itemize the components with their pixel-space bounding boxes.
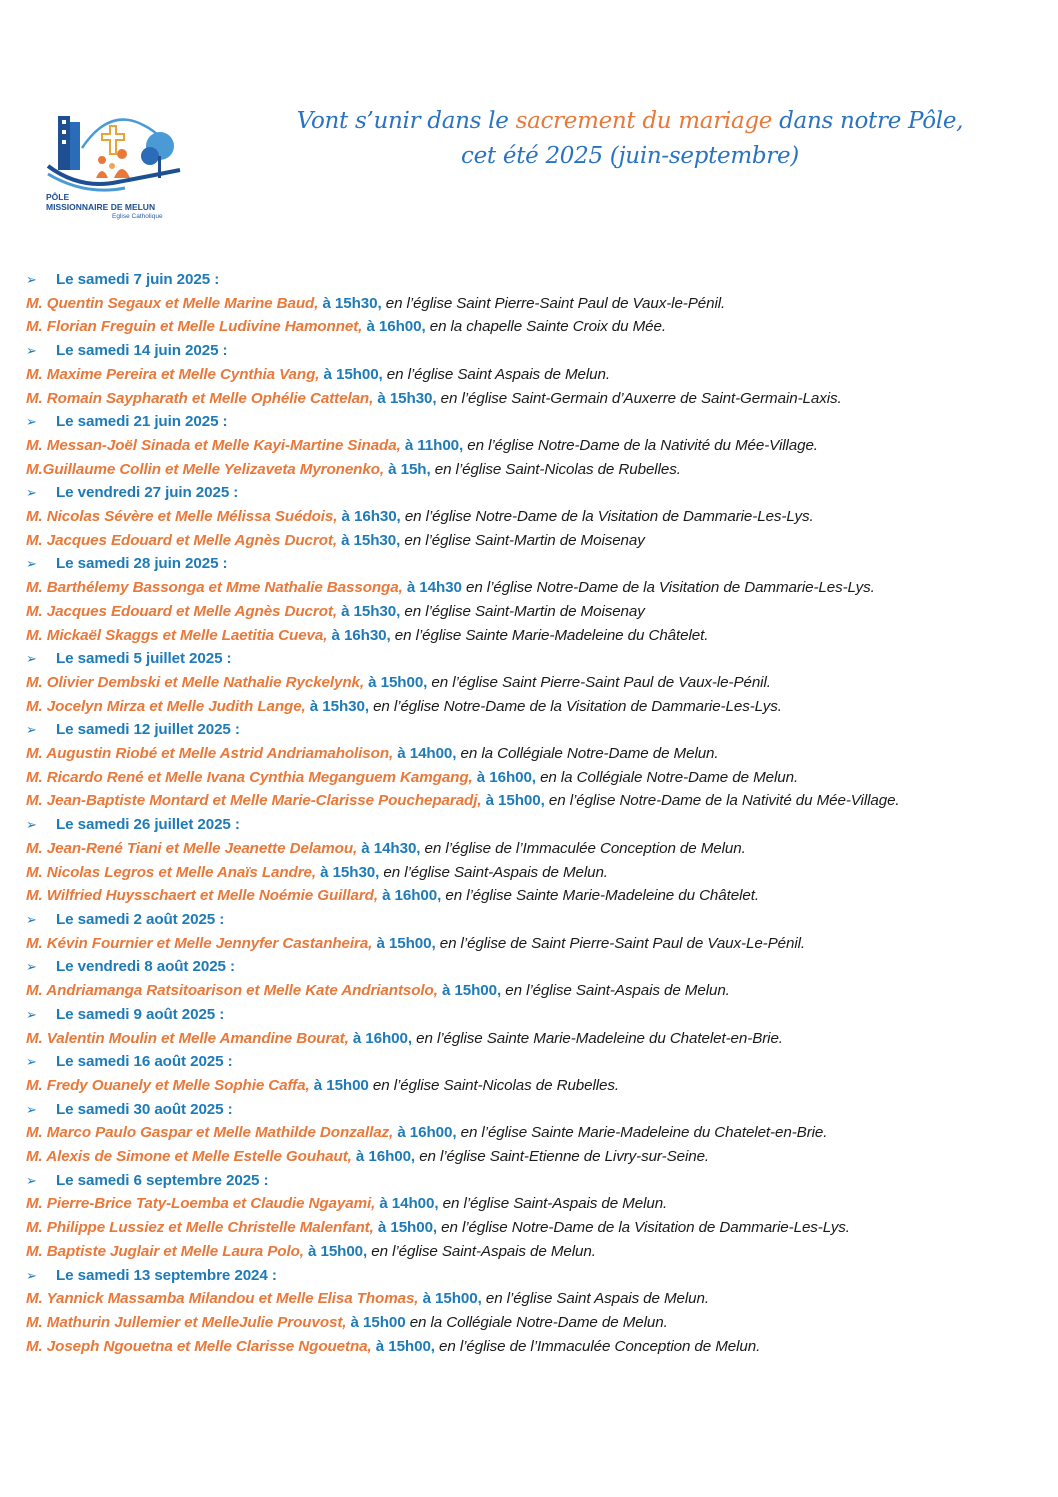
- couple-names: M. Fredy Ouanely et Melle Sophie Caffa,: [26, 1076, 310, 1094]
- date-text: Le samedi 5 juillet 2025 :: [56, 650, 232, 668]
- arrow-bullet-icon: ➢: [26, 1006, 37, 1022]
- ceremony-place: en la Collégiale Notre-Dame de Melun.: [540, 768, 799, 786]
- ceremony-time: à 15h30,: [320, 863, 380, 881]
- wedding-entry: [26, 1335, 1036, 1359]
- date-text: Le samedi 2 août 2025 :: [56, 910, 225, 928]
- date-heading: [26, 552, 1036, 576]
- couple-names: M. Maxime Pereira et Melle Cynthia Vang,: [26, 365, 320, 383]
- date-heading: [26, 481, 1036, 505]
- couple-names: M. Barthélemy Bassonga et Mme Nathalie Bassonga,: [26, 579, 403, 597]
- wedding-entry: [26, 1027, 1036, 1051]
- ceremony-place: en l’église Notre-Dame de la Nativité du Mée-Village.: [548, 792, 900, 810]
- ceremony-time: à 15h00,: [441, 982, 502, 1000]
- ceremony-place: en l’église de Saint Pierre-Saint Paul de Vaux-Le-Pénil.: [439, 934, 806, 952]
- date-heading: [26, 1098, 1036, 1122]
- ceremony-place: en l’église Sainte Marie-Madeleine du Châtelet.: [394, 626, 709, 644]
- couple-names: M. Pierre-Brice Taty-Loemba et Claudie Ngayami,: [26, 1195, 376, 1213]
- couple-names: M. Wilfried Huysschaert et Melle Noémie Guillard,: [26, 887, 378, 905]
- ceremony-place: en l’église Saint-Nicolas de Rubelles.: [434, 460, 681, 478]
- couple-names: M. Alexis de Simone et Melle Estelle Gouhaut,: [26, 1148, 352, 1166]
- arrow-bullet-icon: ➢: [26, 911, 37, 927]
- ceremony-time: à 15h00: [313, 1076, 369, 1094]
- ceremony-place: en la Collégiale Notre-Dame de Melun.: [409, 1313, 668, 1331]
- date-heading: [26, 268, 1036, 292]
- ceremony-time: à 15h00,: [485, 792, 545, 810]
- ceremony-time: à 16h00,: [397, 1124, 457, 1142]
- couple-names: M. Jean-René Tiani et Melle Jeanette Delamou,: [26, 839, 358, 857]
- couple-names: M. Messan-Joël Sinada et Melle Kayi-Martine Sinada,: [26, 436, 401, 454]
- ceremony-place: en l’église Sainte Marie-Madeleine du Chatelet-en-Brie.: [416, 1029, 783, 1047]
- date-text: Le samedi 9 août 2025 :: [56, 1005, 225, 1023]
- couple-names: M. Baptiste Juglair et Melle Laura Polo,: [26, 1242, 304, 1260]
- ceremony-place: en l’église de l’Immaculée Conception de Melun.: [439, 1337, 761, 1355]
- ceremony-place: en l’église Saint Pierre-Saint Paul de Vaux-le-Pénil.: [431, 673, 771, 691]
- date-text: Le samedi 6 septembre 2025 :: [56, 1171, 269, 1189]
- wedding-entry: [26, 292, 1036, 316]
- wedding-entry: [26, 1192, 1036, 1216]
- date-text: Le samedi 21 juin 2025 :: [56, 413, 228, 431]
- ceremony-time: à 15h00,: [368, 673, 428, 691]
- couple-names: M. Joseph Ngouetna et Melle Clarisse Ngouetna,: [26, 1337, 372, 1355]
- couple-names: M. Kévin Fournier et Melle Jennyfer Castanheira,: [26, 934, 373, 952]
- couple-names: M. Philippe Lussiez et Melle Christelle Malenfant,: [26, 1219, 374, 1237]
- wedding-entry: [26, 576, 1036, 600]
- couple-names: M. Romain Saypharath et Melle Ophélie Cattelan,: [26, 389, 374, 407]
- wedding-entry: [26, 363, 1036, 387]
- ceremony-place: en l’église Saint-Etienne de Livry-sur-Seine.: [419, 1148, 710, 1166]
- wedding-entry: [26, 837, 1036, 861]
- wedding-entry: [26, 861, 1036, 885]
- ceremony-place: en l’église Saint Aspais de Melun.: [485, 1290, 709, 1308]
- ceremony-place: en l’église Notre-Dame de la Visitation de Dammarie-Les-Lys.: [441, 1219, 850, 1237]
- date-heading: [26, 955, 1036, 979]
- arrow-bullet-icon: ➢: [26, 817, 37, 833]
- date-heading: [26, 339, 1036, 363]
- ceremony-place: en l’église Notre-Dame de la Visitation de Dammarie-Les-Lys.: [404, 508, 814, 526]
- wedding-entry: [26, 600, 1036, 624]
- date-heading: [26, 1264, 1036, 1288]
- wedding-entry: [26, 458, 1036, 482]
- ceremony-time: à 14h00,: [397, 745, 457, 763]
- wedding-entry: [26, 387, 1036, 411]
- arrow-bullet-icon: ➢: [26, 485, 37, 501]
- ceremony-place: en l’église Saint Aspais de Melun.: [386, 365, 610, 383]
- ceremony-place: en l’église Saint-Aspais de Melun.: [371, 1242, 596, 1260]
- date-heading: [26, 647, 1036, 671]
- wedding-entry: [26, 434, 1036, 458]
- date-text: Le samedi 14 juin 2025 :: [56, 342, 228, 360]
- title-part2: dans notre Pôle,: [772, 108, 964, 134]
- couple-names: M. Nicolas Legros et Melle Anaïs Landre,: [26, 863, 316, 881]
- wedding-entry: [26, 671, 1036, 695]
- wedding-entry: [26, 742, 1036, 766]
- wedding-entry: [26, 1311, 1036, 1335]
- arrow-bullet-icon: ➢: [26, 1054, 37, 1070]
- wedding-entry: [26, 1074, 1036, 1098]
- logo-line1: PÔLE: [46, 192, 70, 202]
- title-part1: Vont s’unir dans le: [296, 108, 516, 134]
- ceremony-place: en la Collégiale Notre-Dame de Melun.: [460, 745, 719, 763]
- ceremony-time: à 15h00,: [376, 934, 436, 952]
- date-text: Le samedi 13 septembre 2024 :: [56, 1266, 277, 1284]
- couple-names: M. Jacques Edouard et Melle Agnès Ducrot,: [26, 531, 337, 549]
- date-heading: [26, 410, 1036, 434]
- arrow-bullet-icon: ➢: [26, 651, 37, 667]
- ceremony-time: à 16h30,: [331, 626, 391, 644]
- wedding-entry: [26, 315, 1036, 339]
- wedding-entry: [26, 1287, 1036, 1311]
- ceremony-place: en l’église Saint-Nicolas de Rubelles.: [372, 1076, 619, 1094]
- wedding-entry: [26, 505, 1036, 529]
- ceremony-time: à 14h30,: [361, 839, 421, 857]
- title-highlight: sacrement du mariage: [515, 108, 773, 134]
- couple-names: M. Mickaël Skaggs et Melle Laetitia Cueva,: [26, 626, 328, 644]
- couple-names: M. Olivier Dembski et Melle Nathalie Ryckelynk,: [26, 673, 365, 691]
- arrow-bullet-icon: ➢: [26, 1101, 37, 1117]
- wedding-list: [26, 268, 1036, 1358]
- logo-line2: MISSIONNAIRE DE MELUN: [46, 202, 156, 212]
- ceremony-time: à 16h00,: [352, 1029, 412, 1047]
- arrow-bullet-icon: ➢: [26, 414, 37, 430]
- ceremony-place: en l’église Saint-Martin de Moisenay: [404, 531, 645, 549]
- couple-names: M. Florian Freguin et Melle Ludivine Hamonnet,: [26, 318, 363, 336]
- wedding-entry: [26, 789, 1036, 813]
- ceremony-place: en l’église Notre-Dame de la Nativité du Mée-Village.: [467, 436, 818, 454]
- ceremony-time: à 16h00,: [366, 318, 426, 336]
- ceremony-time: à 15h30,: [341, 602, 401, 620]
- wedding-entry: [26, 884, 1036, 908]
- ceremony-place: en la chapelle Sainte Croix du Mée.: [429, 318, 666, 336]
- couple-names: M. Nicolas Sévère et Melle Mélissa Suédois,: [26, 508, 338, 526]
- wedding-entry: [26, 1121, 1036, 1145]
- wedding-entry: [26, 1145, 1036, 1169]
- ceremony-time: à 15h00,: [375, 1337, 435, 1355]
- ceremony-time: à 15h30,: [322, 294, 382, 312]
- ceremony-time: à 16h00,: [476, 768, 536, 786]
- ceremony-time: à 15h00,: [377, 1219, 438, 1237]
- ceremony-place: en l’église Sainte Marie-Madeleine du Chatelet-en-Brie.: [460, 1124, 828, 1142]
- wedding-entry: [26, 624, 1036, 648]
- ceremony-place: en l’église Notre-Dame de la Visitation de Dammarie-Les-Lys.: [465, 579, 875, 597]
- page-title: [260, 104, 1000, 174]
- arrow-bullet-icon: ➢: [26, 1172, 37, 1188]
- couple-names: M.Guillaume Collin et Melle Yelizaveta Myronenko,: [26, 460, 385, 478]
- ceremony-time: à 15h,: [388, 460, 431, 478]
- wedding-entry: [26, 695, 1036, 719]
- couple-names: M. Ricardo René et Melle Ivana Cynthia Meganguem Kamgang,: [26, 768, 473, 786]
- date-text: Le samedi 12 juillet 2025 :: [56, 721, 240, 739]
- wedding-entry: [26, 1216, 1036, 1240]
- date-heading: [26, 1169, 1036, 1193]
- ceremony-place: en l’église Sainte Marie-Madeleine du Châtelet.: [445, 887, 759, 905]
- arrow-bullet-icon: ➢: [26, 1267, 37, 1283]
- wedding-entry: [26, 1240, 1036, 1264]
- ceremony-time: à 15h30,: [377, 389, 437, 407]
- ceremony-place: en l’église Saint-Aspais de Melun.: [442, 1195, 668, 1213]
- date-heading: [26, 908, 1036, 932]
- couple-names: M. Valentin Moulin et Melle Amandine Bourat,: [26, 1029, 349, 1047]
- title-line2: cet été 2025 (juin-septembre): [461, 143, 799, 169]
- logo-line3: Eglise Catholique: [112, 213, 163, 220]
- arrow-bullet-icon: ➢: [26, 343, 37, 359]
- arrow-bullet-icon: ➢: [26, 959, 37, 975]
- ceremony-time: à 11h00,: [404, 436, 464, 454]
- arrow-bullet-icon: ➢: [26, 272, 37, 287]
- ceremony-place: en l’église Saint Pierre-Saint Paul de Vaux-le-Pénil.: [385, 294, 726, 312]
- couple-names: M. Jacques Edouard et Melle Agnès Ducrot,: [26, 602, 337, 620]
- date-text: Le vendredi 8 août 2025 :: [56, 958, 235, 976]
- ceremony-place: en l’église Notre-Dame de la Visitation de Dammarie-Les-Lys.: [373, 697, 782, 715]
- date-text: Le samedi 30 août 2025 :: [56, 1100, 233, 1118]
- wedding-entry: [26, 979, 1036, 1003]
- date-heading: [26, 1050, 1036, 1074]
- ceremony-time: à 16h00,: [382, 887, 442, 905]
- ceremony-time: à 15h00,: [323, 365, 383, 383]
- ceremony-time: à 15h30,: [309, 697, 369, 715]
- arrow-bullet-icon: ➢: [26, 556, 37, 572]
- ceremony-time: à 15h00: [350, 1313, 406, 1331]
- ceremony-place: en l’église Saint-Germain d’Auxerre de Saint-Germain-Laxis.: [440, 389, 842, 407]
- wedding-entry: [26, 529, 1036, 553]
- ceremony-time: à 16h30,: [341, 508, 401, 526]
- ceremony-time: à 15h00,: [422, 1290, 482, 1308]
- logo-text: [46, 192, 163, 222]
- ceremony-time: à 14h30: [406, 579, 462, 597]
- date-heading: [26, 813, 1036, 837]
- couple-names: M. Mathurin Jullemier et MelleJulie Prouvost,: [26, 1313, 347, 1331]
- date-text: Le samedi 26 juillet 2025 :: [56, 816, 240, 834]
- ceremony-time: à 15h00,: [308, 1242, 368, 1260]
- wedding-entry: [26, 766, 1036, 790]
- date-text: Le samedi 16 août 2025 :: [56, 1053, 233, 1071]
- ceremony-time: à 16h00,: [355, 1148, 416, 1166]
- ceremony-time: à 14h00,: [379, 1195, 439, 1213]
- couple-names: M. Quentin Segaux et Melle Marine Baud,: [26, 294, 319, 312]
- date-heading: [26, 718, 1036, 742]
- ceremony-place: en l’église de l’Immaculée Conception de Melun.: [424, 839, 746, 857]
- couple-names: M. Jocelyn Mirza et Melle Judith Lange,: [26, 697, 306, 715]
- couple-names: M. Augustin Riobé et Melle Astrid Andriamaholison,: [26, 745, 394, 763]
- date-heading: [26, 1003, 1036, 1027]
- arrow-bullet-icon: ➢: [26, 722, 37, 738]
- couple-names: M. Jean-Baptiste Montard et Melle Marie-Clarisse Poucheparadj,: [26, 792, 482, 810]
- couple-names: M. Andriamanga Ratsitoarison et Melle Kate Andriantsolo,: [26, 982, 438, 1000]
- date-text: Le samedi 7 juin 2025 :: [56, 271, 220, 288]
- couple-names: M. Marco Paulo Gaspar et Melle Mathilde Donzallaz,: [26, 1124, 394, 1142]
- date-text: Le vendredi 27 juin 2025 :: [56, 484, 239, 502]
- couple-names: M. Yannick Massamba Milandou et Melle Elisa Thomas,: [26, 1290, 419, 1308]
- date-text: Le samedi 28 juin 2025 :: [56, 555, 228, 573]
- ceremony-place: en l’église Saint-Aspais de Melun.: [505, 982, 730, 1000]
- ceremony-time: à 15h30,: [341, 531, 401, 549]
- ceremony-place: en l’église Saint-Martin de Moisenay: [404, 602, 645, 620]
- wedding-entry: [26, 932, 1036, 956]
- ceremony-place: en l’église Saint-Aspais de Melun.: [383, 863, 608, 881]
